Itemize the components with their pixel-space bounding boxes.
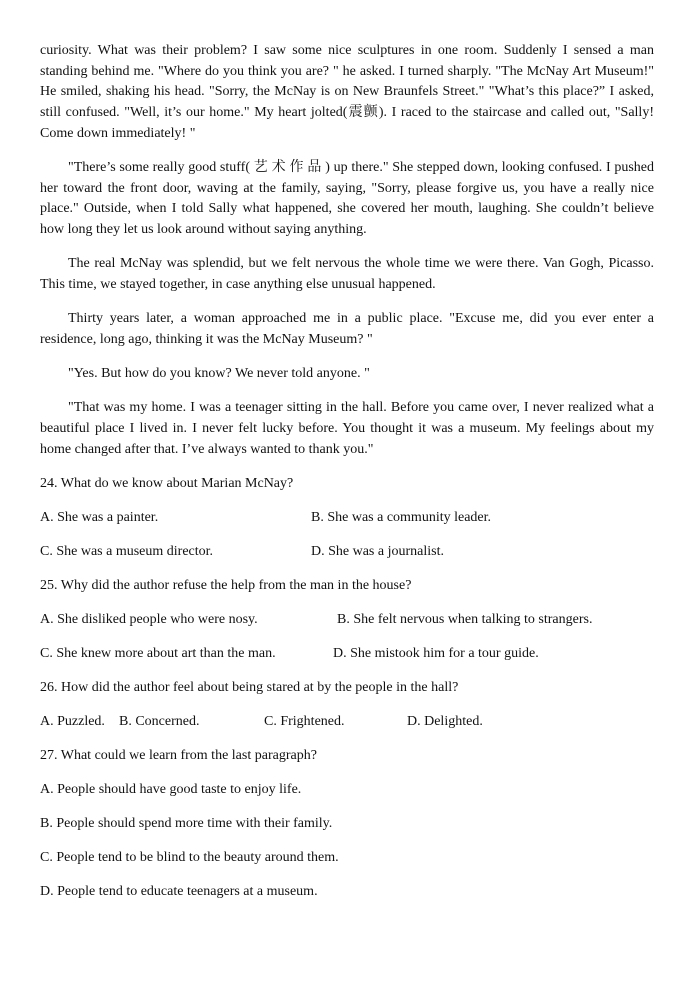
- option-d: D. Delighted.: [407, 713, 483, 729]
- question-text: 24. What do we know about Marian McNay?: [40, 475, 294, 491]
- option-row: [40, 882, 654, 903]
- option-row: [40, 848, 654, 869]
- option-row: [40, 508, 654, 529]
- passage-paragraph-4: Thirty years later, a woman approached me in a public place. "Excuse me, did you ever enter a residence, long ago, thinking it was the McNay Museum? ": [40, 311, 654, 347]
- question-text: 25. Why did the author refuse the help from the man in the house?: [40, 577, 412, 593]
- option-d: D. She mistook him for a tour guide.: [333, 645, 539, 661]
- option-row: [40, 712, 654, 733]
- option-d: D. People tend to educate teenagers at a museum.: [40, 883, 318, 899]
- question-26: [40, 678, 654, 733]
- passage-paragraph-6: "That was my home. I was a teenager sitting in the hall. Before you came over, I never realized what a beautiful place I lived in. I never felt lucky before. You thought it was a museum. My feelings about my home changed after that. I’ve always wanted to thank you.": [40, 400, 654, 457]
- question-25: [40, 576, 654, 665]
- option-c: C. She was a museum director.: [40, 543, 214, 559]
- question-text: 27. What could we learn from the last paragraph?: [40, 747, 317, 763]
- option-c: C. She knew more about art than the man.: [40, 645, 276, 661]
- option-b: B. Concerned.: [119, 713, 200, 729]
- passage-paragraph-1: curiosity. What was their problem? I saw some nice sculptures in one room. Suddenly I sensed a man standing behind me. "Where do you think you are? " he asked. I turned sharply. "The McNay Art Museum!" He smiled, shaking his head. "Sorry, the McNay is on New Braunfels Street." "What’s this place?” I asked, still confused. "Well, it’s our home." My heart jolted(震颤). I raced to the staircase and called out, "Sally! Come down immediately! ": [40, 43, 654, 141]
- option-row: [40, 542, 654, 563]
- option-c: C. People tend to be blind to the beauty around them.: [40, 849, 339, 865]
- option-a: A. She disliked people who were nosy.: [40, 611, 258, 627]
- option-c: C. Frightened.: [264, 713, 345, 729]
- option-a: A. She was a painter.: [40, 509, 159, 525]
- option-d: D. She was a journalist.: [311, 543, 444, 559]
- option-row: [40, 814, 654, 835]
- option-row: [40, 610, 654, 631]
- passage-paragraph-5: "Yes. But how do you know? We never told anyone. ": [68, 366, 370, 382]
- question-27: [40, 746, 654, 903]
- question-24: [40, 474, 654, 563]
- passage-paragraph-3: The real McNay was splendid, but we felt nervous the whole time we were there. Van Gogh, Picasso. This time, we stayed together, in case anything else unusual happened.: [40, 256, 654, 293]
- option-row: [40, 780, 654, 801]
- option-a: A. People should have good taste to enjoy life.: [40, 781, 302, 797]
- passage-paragraph-2: "There’s some really good stuff( 艺 术 作 品 ) up there." She stepped down, looking confused. I pushed her toward the front door, waving at the family, saying, "Sorry, please forgive us, you have a really nice place." Outside, when I told Sally what happened, she covered her mouth, laughing. She couldn’t believe how long they let us look around without saying anything.: [40, 160, 654, 238]
- document-page: [40, 41, 654, 916]
- option-b: B. People should spend more time with their family.: [40, 815, 333, 831]
- option-b: B. She felt nervous when talking to strangers.: [337, 611, 593, 627]
- question-text: 26. How did the author feel about being stared at by the people in the hall?: [40, 679, 459, 695]
- option-row: [40, 644, 654, 665]
- option-b: B. She was a community leader.: [311, 509, 492, 525]
- option-a: A. Puzzled.: [40, 713, 105, 729]
